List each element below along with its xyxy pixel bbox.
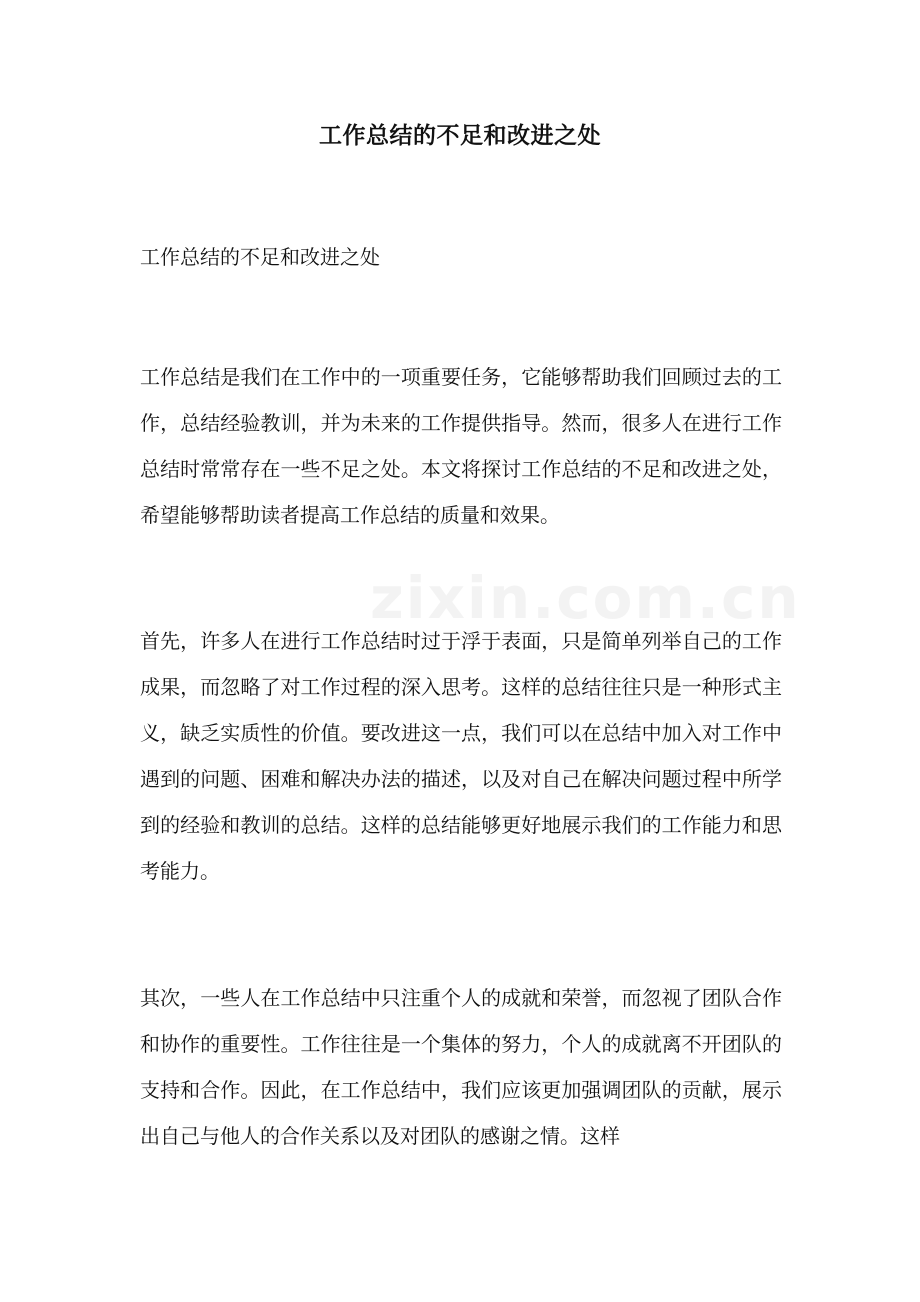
watermark: zixin.com.cn xyxy=(370,564,801,632)
document-title: 工作总结的不足和改进之处 xyxy=(319,122,601,149)
paragraph-second-point: 其次，一些人在工作总结中只注重个人的成就和荣誉，而忽视了团队合作和协作的重要性。工作往往是一个集体的努力，个人的成就离不开团队的支持和合作。因此，在工作总结中，我们应该更加强调团队的贡献，展示出自己与他人的合作关系以及对团队的感谢之情。这样 xyxy=(140,986,782,1148)
paragraph-intro: 工作总结是我们在工作中的一项重要任务，它能够帮助我们回顾过去的工作，总结经验教训，并为未来的工作提供指导。然而，很多人在进行工作总结时常常存在一些不足之处。本文将探讨工作总结的不足和改进之处，希望能够帮助读者提高工作总结的质量和效果。 xyxy=(140,365,782,527)
paragraph-first-point: 首先，许多人在进行工作总结时过于浮于表面，只是简单列举自己的工作成果，而忽略了对工作过程的深入思考。这样的总结往往只是一种形式主义，缺乏实质性的价值。要改进这一点，我们可以在总结中加入对工作中遇到的问题、困难和解决办法的描述，以及对自己在解决问题过程中所学到的经验和教训的总结。这样的总结能够更好地展示我们的工作能力和思考能力。 xyxy=(140,629,782,883)
document-subtitle: 工作总结的不足和改进之处 xyxy=(140,245,380,269)
